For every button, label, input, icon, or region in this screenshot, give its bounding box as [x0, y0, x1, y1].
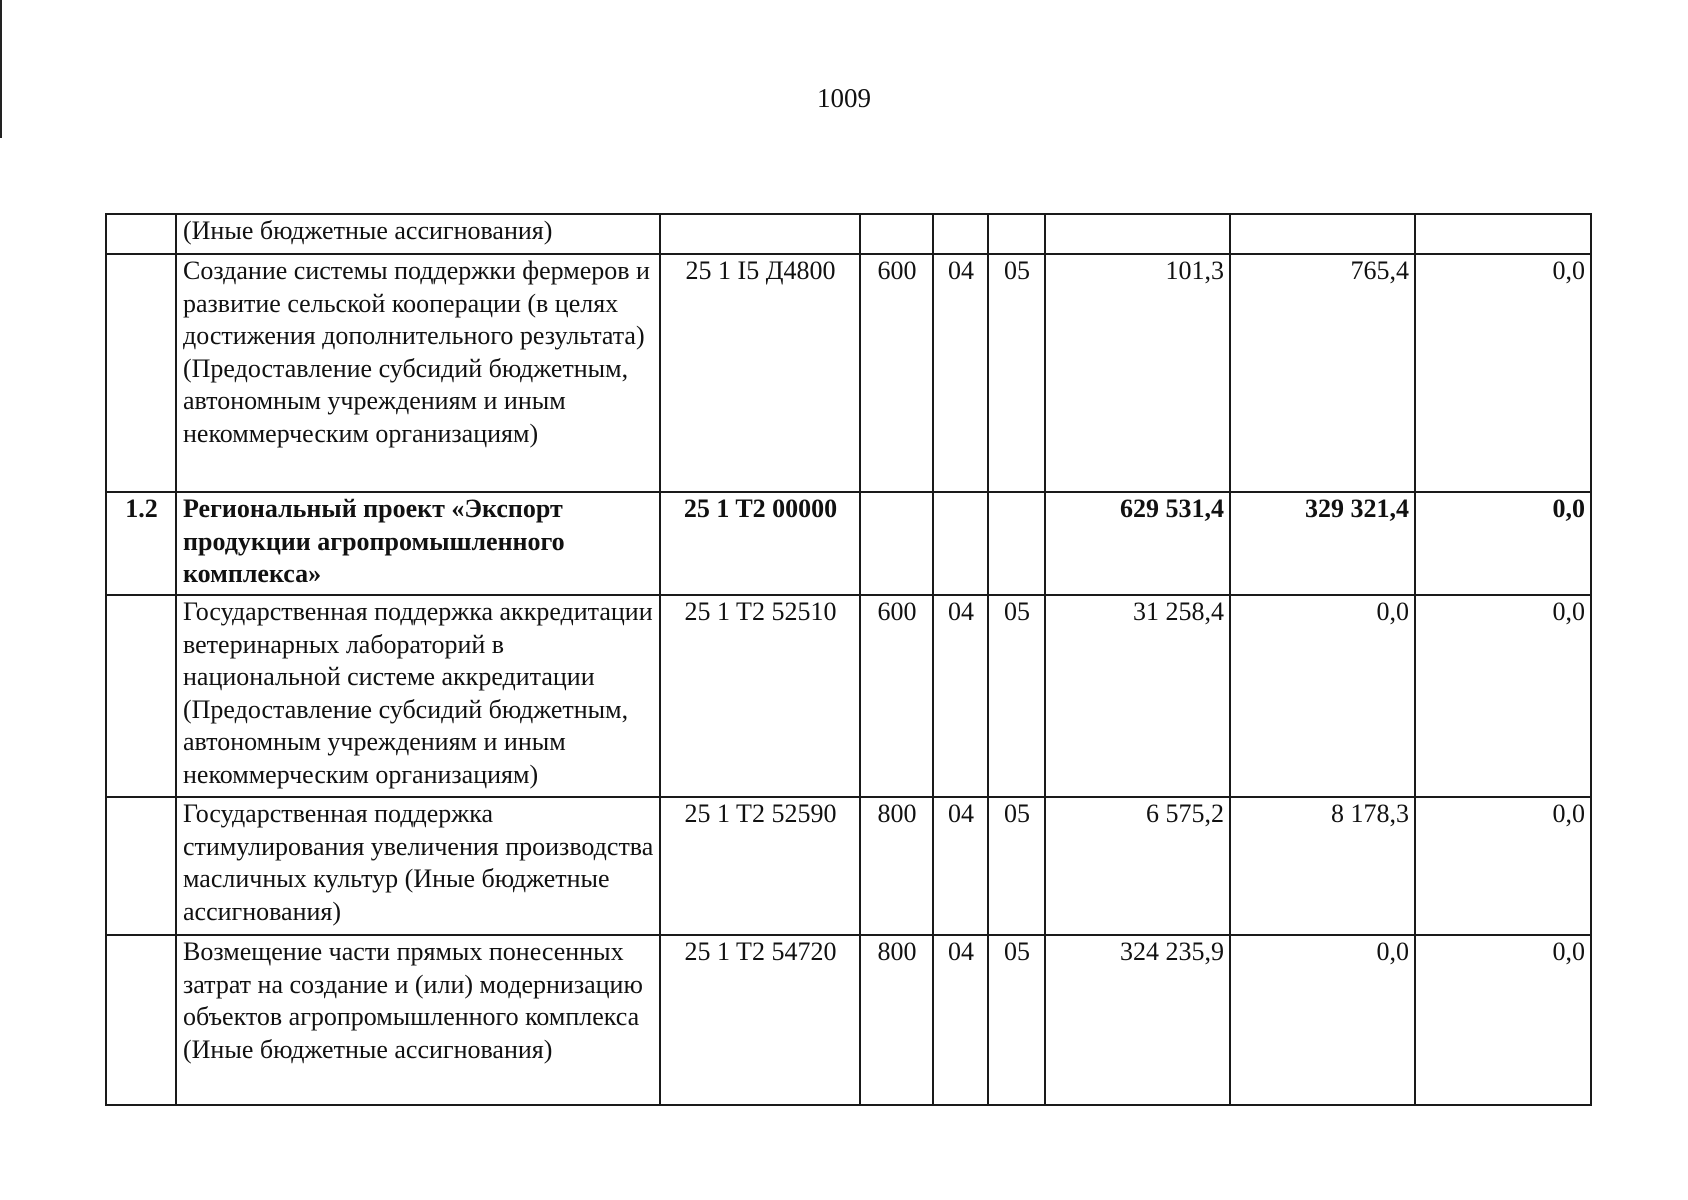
- amount-year-2-cell: [1230, 214, 1415, 254]
- amount-year-2-cell: 0,0: [1230, 595, 1415, 797]
- amount-year-1-cell: 31 258,4: [1045, 595, 1230, 797]
- section-cell: 04: [933, 935, 988, 1105]
- row-number-cell: [106, 935, 176, 1105]
- page-number: 1009: [817, 83, 871, 113]
- section-cell: 04: [933, 595, 988, 797]
- target-article-cell: 25 1 T2 00000: [660, 492, 860, 595]
- table-row: [106, 254, 1591, 492]
- table-row: [106, 595, 1591, 797]
- expense-type-cell: [860, 214, 933, 254]
- table-row: [106, 935, 1591, 1105]
- target-article-cell: [660, 214, 860, 254]
- amount-year-3-cell: [1415, 214, 1591, 254]
- section-cell: [933, 214, 988, 254]
- amount-year-3-cell: 0,0: [1415, 254, 1591, 492]
- amount-year-1-cell: [1045, 214, 1230, 254]
- table-row: [106, 214, 1591, 254]
- target-article-cell: 25 1 T2 52590: [660, 797, 860, 935]
- amount-year-1-cell: 6 575,2: [1045, 797, 1230, 935]
- expense-type-cell: 600: [860, 254, 933, 492]
- subsection-cell: 05: [988, 935, 1045, 1105]
- expense-type-cell: 800: [860, 935, 933, 1105]
- subsection-cell: 05: [988, 797, 1045, 935]
- expense-type-cell: 800: [860, 797, 933, 935]
- row-name-cell: Государственная поддержка стимулирования увеличения производства масличных культур (Иные бюджетные ассигнования): [176, 797, 660, 935]
- amount-year-3-cell: 0,0: [1415, 797, 1591, 935]
- row-name-cell: Государственная поддержка аккредитации ветеринарных лабораторий в национальной системе аккредитации (Предоставление субсидий бюджетным, автономным учреждениям и иным некоммерческим организациям): [176, 595, 660, 797]
- row-name-cell: Возмещение части прямых понесенных затрат на создание и (или) модернизацию объектов агропромышленного комплекса (Иные бюджетные ассигнования): [176, 935, 660, 1105]
- budget-table: [105, 213, 1592, 1106]
- target-article-cell: 25 1 T2 54720: [660, 935, 860, 1105]
- row-name-cell: Региональный проект «Экспорт продукции агропромышленного комплекса»: [176, 492, 660, 595]
- amount-year-2-cell: 0,0: [1230, 935, 1415, 1105]
- table-row: [106, 797, 1591, 935]
- amount-year-3-cell: 0,0: [1415, 595, 1591, 797]
- expense-type-cell: 600: [860, 595, 933, 797]
- amount-year-3-cell: 0,0: [1415, 935, 1591, 1105]
- table-row: [106, 492, 1591, 595]
- row-name-cell: Создание системы поддержки фермеров и развитие сельской кооперации (в целях достижения дополнительного результата) (Предоставление субсидий бюджетным, автономным учреждениям и иным некоммерческим организациям): [176, 254, 660, 492]
- amount-year-1-cell: 629 531,4: [1045, 492, 1230, 595]
- amount-year-2-cell: 765,4: [1230, 254, 1415, 492]
- amount-year-2-cell: 329 321,4: [1230, 492, 1415, 595]
- row-name-cell: (Иные бюджетные ассигнования): [176, 214, 660, 254]
- amount-year-1-cell: 101,3: [1045, 254, 1230, 492]
- section-cell: 04: [933, 797, 988, 935]
- row-number-cell: 1.2: [106, 492, 176, 595]
- subsection-cell: 05: [988, 595, 1045, 797]
- amount-year-2-cell: 8 178,3: [1230, 797, 1415, 935]
- subsection-cell: [988, 214, 1045, 254]
- row-number-cell: [106, 797, 176, 935]
- row-number-cell: [106, 214, 176, 254]
- amount-year-1-cell: 324 235,9: [1045, 935, 1230, 1105]
- section-cell: [933, 492, 988, 595]
- expense-type-cell: [860, 492, 933, 595]
- subsection-cell: [988, 492, 1045, 595]
- row-number-cell: [106, 254, 176, 492]
- amount-year-3-cell: 0,0: [1415, 492, 1591, 595]
- target-article-cell: 25 1 T2 52510: [660, 595, 860, 797]
- target-article-cell: 25 1 I5 Д4800: [660, 254, 860, 492]
- scan-edge-line: [0, 0, 2, 138]
- subsection-cell: 05: [988, 254, 1045, 492]
- row-number-cell: [106, 595, 176, 797]
- section-cell: 04: [933, 254, 988, 492]
